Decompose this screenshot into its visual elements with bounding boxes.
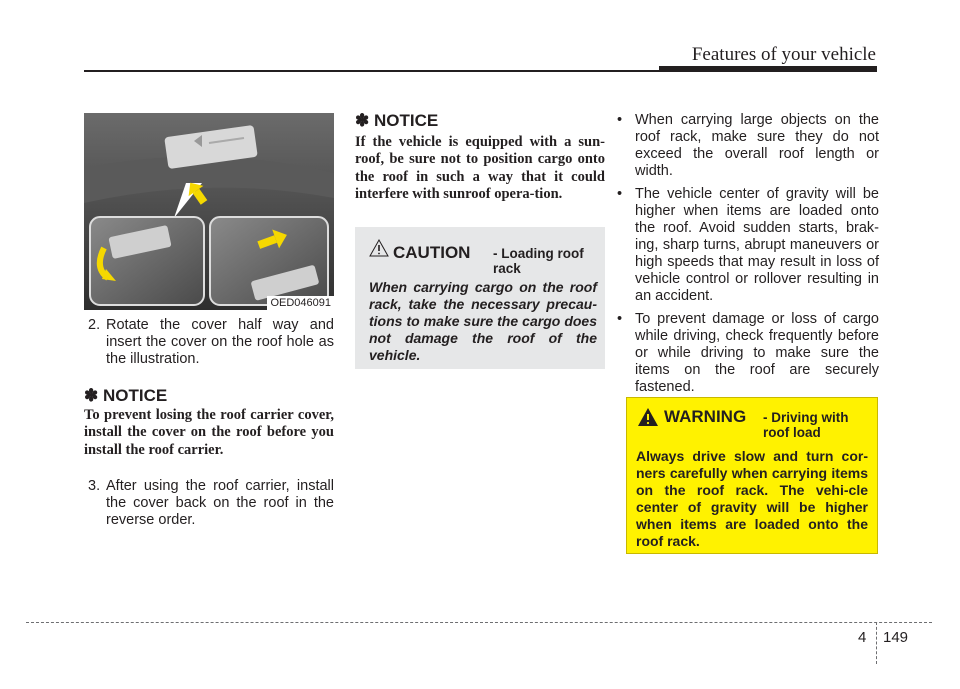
figure-code: OED046091 (267, 296, 334, 310)
step-text: Rotate the cover half way and insert the cover on the roof hole as the illustration. (106, 317, 334, 367)
list-item (617, 311, 879, 396)
notice-body: If the vehicle is equipped with a sun-roof, be sure not to position cargo onto the roof in such a way that it could interfere with sunroof opera-tion. (355, 134, 605, 202)
warning-body: Always drive slow and turn cor-ners carefully when carrying items on the roof rack. The vehi-cle center of gravity will be higher when items are loaded onto the roof rack. (636, 448, 868, 549)
notice-body: To prevent losing the roof carrier cover, install the cover on the roof before you install the roof carrier. (84, 407, 334, 458)
step-2 (88, 317, 334, 368)
header-rule-accent (659, 66, 877, 72)
step-number: 3. (88, 478, 101, 494)
header-rule (84, 70, 659, 72)
notice-heading: ✽ NOTICE (84, 386, 168, 405)
bullet-glyph: • (617, 311, 623, 327)
step-3 (88, 478, 334, 529)
caution-icon (369, 239, 389, 257)
list-item (617, 112, 879, 180)
bullet-glyph: • (617, 186, 623, 202)
caution-label: CAUTION (393, 243, 471, 262)
warning-icon (637, 407, 659, 427)
roof-cover-illustration (84, 113, 334, 310)
section-title: Features of your vehicle (691, 44, 876, 65)
illustration-graphic (84, 113, 334, 310)
warning-subtitle: - Driving with roof load (763, 410, 849, 440)
bullet-glyph: • (617, 112, 623, 128)
list-item (617, 186, 879, 305)
notice-heading: ✽ NOTICE (355, 111, 439, 130)
footer-rule (26, 622, 932, 623)
warning-label: WARNING (664, 407, 747, 426)
footer-divider (876, 622, 877, 664)
page-number: 149 (883, 629, 909, 646)
list-item-text: To prevent damage or loss of cargo while driving, check frequently before or while driving to make sure the items on the roof are securely fastened. (635, 311, 879, 395)
caution-subtitle: - Loading roof rack (493, 246, 584, 276)
bullet-list (617, 112, 879, 402)
warning-box (626, 397, 878, 554)
caution-box (355, 227, 605, 369)
chapter-number: 4 (858, 629, 867, 646)
caution-body: When carrying cargo on the roof rack, take the necessary precau-tions to make sure the cargo does not damage the roof of the vehicle. (369, 279, 597, 363)
list-item-text: The vehicle center of gravity will be higher when items are loaded onto the roof. Avoid sudden starts, brak-ing, sharp turns, abrupt maneuvers or high speeds that may result in loss of vehicle control or rollover resulting in an accident. (635, 186, 879, 304)
step-number: 2. (88, 317, 101, 333)
list-item-text: When carrying large objects on the roof rack, make sure they do not exceed the overall roof length or width. (635, 112, 879, 179)
step-text: After using the roof carrier, install the cover back on the roof in the reverse order. (106, 478, 334, 528)
